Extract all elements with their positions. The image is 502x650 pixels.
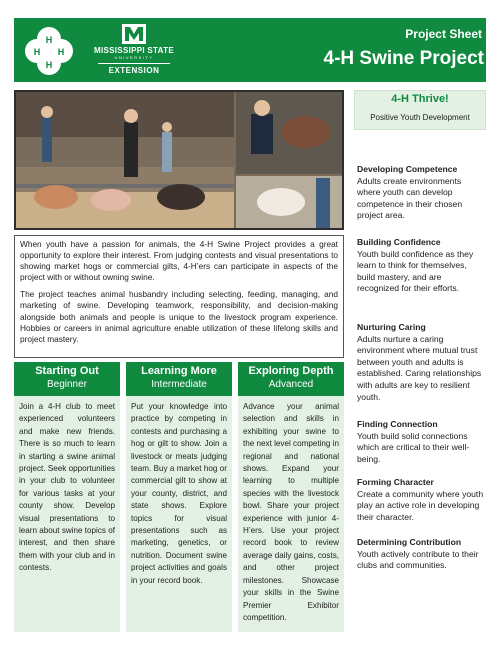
svg-text:H: H: [57, 47, 65, 57]
thrive-element-heading: Nurturing Caring: [357, 322, 426, 332]
column-title: Exploring Depth: [248, 365, 334, 377]
m-icon: [122, 24, 146, 44]
svg-text:H: H: [45, 35, 53, 45]
thrive-element-competence: [357, 164, 485, 222]
thrive-element-heading: Determining Contribution: [357, 537, 462, 547]
sheet-label: Project Sheet: [405, 27, 482, 41]
svg-text:H: H: [33, 47, 41, 57]
column-title: Learning More: [141, 365, 217, 377]
column-body-intermediate: Put your knowledge into practice by competing in contests and purchasing a hog or gilt to show. Join a livestock or meats judging team. Buy a market hog or commercial gilt to show at your county, district, and state shows. Explore topics for visual presentations such as marketing, genetics, or nutrition. Document swine project activities and goals in your record book.: [126, 396, 232, 632]
msu-extension-logo: [88, 24, 180, 78]
thrive-element-confidence: [357, 237, 485, 295]
thrive-element-contribution: [357, 537, 485, 572]
column-header-intermediate: [126, 362, 232, 396]
thrive-element-caring: [357, 322, 485, 403]
thrive-element-heading: Finding Connection: [357, 419, 438, 429]
column-level: Intermediate: [151, 379, 207, 390]
svg-text:H: H: [45, 60, 53, 70]
column-header-advanced: [238, 362, 344, 396]
thrive-element-text: Youth build solid connections which are critical to their well-being.: [357, 430, 470, 464]
column-body-beginner: Join a 4-H club to meet experienced volunteers and make new friends. There is so much to learn in starting a swine animal project. Seek opportunities in your club to volunteer for various tasks at your county show. Develop visual presentations to learn about swine topics of interest, and then share them with your club and in contests.: [14, 396, 120, 632]
thrive-element-text: Adults create environments where youth can develop competence in their chosen project area.: [357, 175, 463, 221]
intro-paragraph: The project teaches animal husbandry including selecting, feeding, managing, and marketing of swine. Developing teamwork, responsibility, and decision-making alongside both animals and people is unique to the livestock program experience. Hobbies or careers in animal agriculture enable utilization of these lifelong skills and project mastery.: [20, 289, 338, 344]
column-title: Starting Out: [35, 365, 99, 377]
thrive-element-text: Create a community where youth play an active role in developing their character.: [357, 488, 484, 522]
thrive-element-heading: Developing Competence: [357, 164, 458, 174]
4h-clover-logo: [22, 24, 76, 78]
column-body-advanced: Advance your animal selection and skills in exhibiting your swine to the next level competing in regional and national shows. Expand your learning to multiple species with the livestock bowl. Share your project experience with junior 4-H’ers. Use your project record book to review average daily gains, costs, and other project milestones. Showcase your skills in the Swine Premier Exhibitor competition.: [238, 396, 344, 632]
thrive-element-connection: [357, 419, 485, 465]
intro-paragraph: When youth have a passion for animals, the 4-H Swine Project provides a great opportunity to explore their interest. From judging contests and visual presentations to showing market hogs or commercial gilts, 4-H’ers can participate in aspects of the project with or without owning swine.: [20, 239, 338, 283]
thrive-element-text: Youth build confidence as they learn to think for themselves, build mastery, and are recognized for their efforts.: [357, 248, 474, 294]
thrive-element-text: Youth actively contribute to their clubs and communities.: [357, 548, 479, 571]
page-title: 4-H Swine Project: [323, 48, 484, 69]
thrive-element-text: Adults nurture a caring environment where mutual trust between youth and adults is established. Caring relationships with adults are key to resilient youth.: [357, 333, 482, 402]
org-extension: EXTENSION: [98, 63, 170, 75]
column-header-beginner: [14, 362, 120, 396]
column-level: Advanced: [268, 379, 314, 390]
thrive-subtitle: Positive Youth Development: [370, 113, 470, 122]
swine-show-photo: [14, 90, 344, 230]
thrive-element-heading: Forming Character: [357, 477, 434, 487]
intro-text-box: [14, 235, 344, 358]
org-sub: UNIVERSITY: [114, 55, 154, 60]
thrive-element-character: [357, 477, 485, 523]
org-name: MISSISSIPPI STATE: [94, 46, 174, 55]
thrive-element-heading: Building Confidence: [357, 237, 441, 247]
column-level: Beginner: [46, 379, 88, 390]
thrive-title: 4-H Thrive!: [391, 93, 449, 105]
